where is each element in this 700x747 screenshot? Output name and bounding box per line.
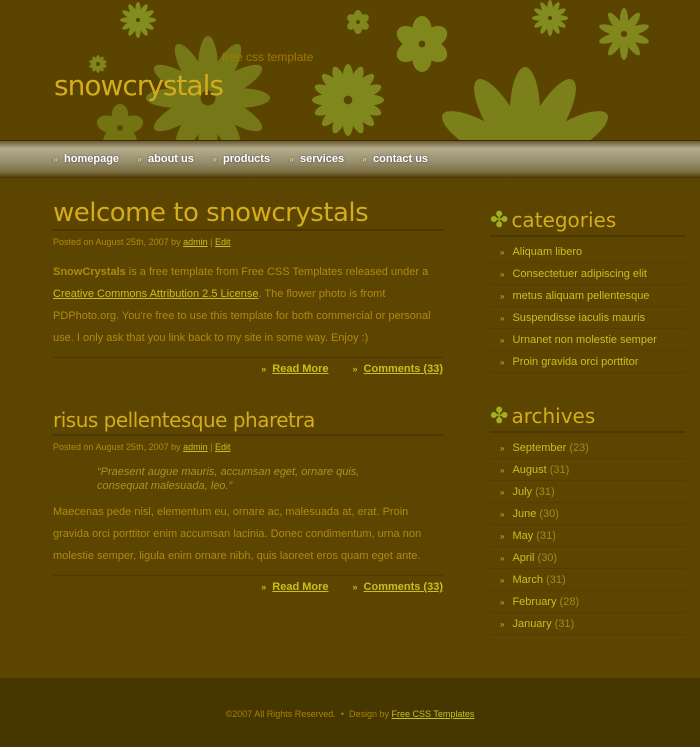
category-label: Consectetuer adipiscing elit xyxy=(512,268,647,280)
nav-services[interactable] xyxy=(289,153,344,165)
arrow-icon: » xyxy=(500,554,505,563)
post-body xyxy=(53,261,443,349)
archive-count: (31) xyxy=(546,574,566,586)
arrow-icon: » xyxy=(500,358,505,367)
archives-section xyxy=(490,404,685,635)
read-more-link[interactable]: Read More xyxy=(272,363,329,375)
arrow-icon: » xyxy=(500,466,505,475)
categories-section xyxy=(490,208,685,373)
nav-label: homepage xyxy=(64,153,120,165)
arrow-icon: » xyxy=(500,248,505,257)
bullet: • xyxy=(340,709,344,719)
archive-count: (30) xyxy=(537,552,558,564)
flower-decoration-icon xyxy=(393,16,451,72)
category-item[interactable] xyxy=(490,351,685,373)
archive-item[interactable] xyxy=(490,569,685,591)
arrow-icon: » xyxy=(500,444,505,453)
flower-decoration-icon xyxy=(95,104,146,140)
archive-month: August xyxy=(512,464,547,476)
arrow-icon: » xyxy=(500,336,505,345)
flower-decoration-icon xyxy=(312,64,384,136)
arrow-icon: » xyxy=(500,576,505,585)
nav-label: about us xyxy=(148,153,194,165)
arrow-icon: » xyxy=(500,270,505,279)
comments-link[interactable]: Comments (33) xyxy=(363,363,443,375)
archive-month: June xyxy=(512,508,537,520)
arrow-icon: » xyxy=(212,154,218,164)
archive-count: (31) xyxy=(554,618,575,630)
arrow-icon: » xyxy=(53,154,59,164)
post-footer xyxy=(53,575,443,593)
nav-about-us[interactable] xyxy=(137,153,194,165)
flower-decoration-icon xyxy=(598,8,650,60)
archive-month: January xyxy=(512,618,552,630)
category-label: Aliquam libero xyxy=(512,246,583,258)
flower-decoration-icon xyxy=(532,0,568,36)
post xyxy=(53,198,443,375)
author-link[interactable]: admin xyxy=(183,442,208,452)
archive-count: (30) xyxy=(539,508,559,520)
meta-text: Posted on August 25th, 2007 by xyxy=(53,237,181,247)
body-text: . The flower photo is fromt PDPhoto.org. You're free to use this template for both commercial or personal use. I only ask that you link back to my site in some way. Enjoy :) xyxy=(53,288,431,344)
edit-link[interactable]: Edit xyxy=(215,442,231,452)
nav-contact-us[interactable] xyxy=(362,153,428,165)
arrow-icon: » xyxy=(261,582,267,592)
arrow-icon: » xyxy=(500,488,505,497)
category-label: Proin gravida orci porttitor xyxy=(512,356,639,368)
arrow-icon: » xyxy=(500,598,505,607)
heading-text: archives xyxy=(511,404,596,428)
site-logo[interactable]: snowcrystals xyxy=(54,69,223,102)
heading-text: categories xyxy=(511,208,617,232)
archive-count: (31) xyxy=(535,486,555,498)
nav-label: products xyxy=(223,153,271,165)
archive-count: (28) xyxy=(559,596,580,608)
nav-label: services xyxy=(300,153,345,165)
category-label: Suspendisse iaculis mauris xyxy=(512,312,646,324)
post-footer xyxy=(53,357,443,375)
nav-homepage[interactable] xyxy=(53,153,119,165)
post-quote: “Praesent augue mauris, accumsan eget, ornare quis, consequat malesuada, leo.” xyxy=(97,466,360,492)
post-title[interactable]: welcome to snowcrystals xyxy=(53,198,443,231)
nav-label: contact us xyxy=(373,153,429,165)
archive-month: February xyxy=(512,596,557,608)
archive-item[interactable] xyxy=(490,437,685,459)
post xyxy=(53,408,443,593)
site-tagline: free css template xyxy=(222,50,314,64)
arrow-icon: » xyxy=(500,510,505,519)
archive-item[interactable] xyxy=(490,613,685,635)
archive-month: September xyxy=(512,442,567,454)
arrow-icon: » xyxy=(500,620,505,629)
archives-heading xyxy=(490,404,685,433)
category-label: Urnanet non molestie semper xyxy=(512,334,657,346)
copyright: ©2007 All Rights Reserved. xyxy=(225,709,336,719)
archive-month: July xyxy=(512,486,533,498)
arrow-icon: » xyxy=(500,292,505,301)
free-css-templates-link[interactable]: Free CSS Templates xyxy=(391,709,475,719)
category-item[interactable] xyxy=(490,285,685,307)
category-item[interactable] xyxy=(490,263,685,285)
archive-month: April xyxy=(512,552,535,564)
flower-decoration-icon xyxy=(430,67,620,140)
arrow-icon: » xyxy=(261,364,267,374)
post-meta xyxy=(53,442,443,452)
category-item[interactable] xyxy=(490,307,685,329)
archive-count: (31) xyxy=(549,464,570,476)
header xyxy=(0,0,700,140)
archive-item[interactable] xyxy=(490,503,685,525)
arrow-icon: » xyxy=(500,532,505,541)
edit-link[interactable]: Edit xyxy=(215,237,231,247)
clover-icon: ✤ xyxy=(490,404,509,429)
category-item[interactable] xyxy=(490,329,685,351)
arrow-icon: » xyxy=(352,582,358,592)
archive-item[interactable] xyxy=(490,459,685,481)
categories-heading xyxy=(490,208,685,237)
comments-link[interactable]: Comments (33) xyxy=(363,581,443,593)
post-meta xyxy=(53,237,443,247)
arrow-icon: » xyxy=(137,154,143,164)
design-by: Design by xyxy=(348,709,390,719)
separator: | xyxy=(210,442,213,452)
archive-item[interactable] xyxy=(490,591,685,613)
footer xyxy=(0,678,700,747)
flower-decoration-icon xyxy=(120,2,156,38)
meta-text: Posted on August 25th, 2007 by xyxy=(53,442,181,452)
read-more-link[interactable]: Read More xyxy=(272,581,329,593)
archive-month: March xyxy=(512,574,544,586)
arrow-icon: » xyxy=(289,154,295,164)
main-nav xyxy=(0,140,700,178)
archive-item[interactable] xyxy=(490,525,685,547)
archive-month: May xyxy=(512,530,534,542)
category-item[interactable] xyxy=(490,241,685,263)
archive-item[interactable] xyxy=(490,547,685,569)
archive-item[interactable] xyxy=(490,481,685,503)
clover-icon: ✤ xyxy=(490,208,509,233)
author-link[interactable]: admin xyxy=(183,237,208,247)
arrow-icon: » xyxy=(352,364,358,374)
post-title[interactable]: risus pellentesque pharetra xyxy=(53,408,443,436)
separator: | xyxy=(210,237,213,247)
archive-count: (23) xyxy=(569,442,589,454)
arrow-icon: » xyxy=(362,154,368,164)
nav-products[interactable] xyxy=(212,153,270,165)
body-text: is a free template from Free CSS Templates released under a xyxy=(125,266,429,278)
arrow-icon: » xyxy=(500,314,505,323)
post-body: Maecenas pede nisl, elementum eu, ornare ac, malesuada at, erat. Proin gravida orci porttitor enim accumsan lacinia. Donec condimentum, urna non molestie semper, ligula enim ornare nibh, quis laoreet eros quam eget ante. xyxy=(53,506,422,562)
license-link[interactable]: Creative Commons Attribution 2.5 License xyxy=(53,288,259,300)
flower-decoration-icon xyxy=(346,10,371,34)
archive-count: (31) xyxy=(536,530,556,542)
brand-name: SnowCrystals xyxy=(53,266,126,278)
category-label: metus aliquam pellentesque xyxy=(512,290,650,302)
